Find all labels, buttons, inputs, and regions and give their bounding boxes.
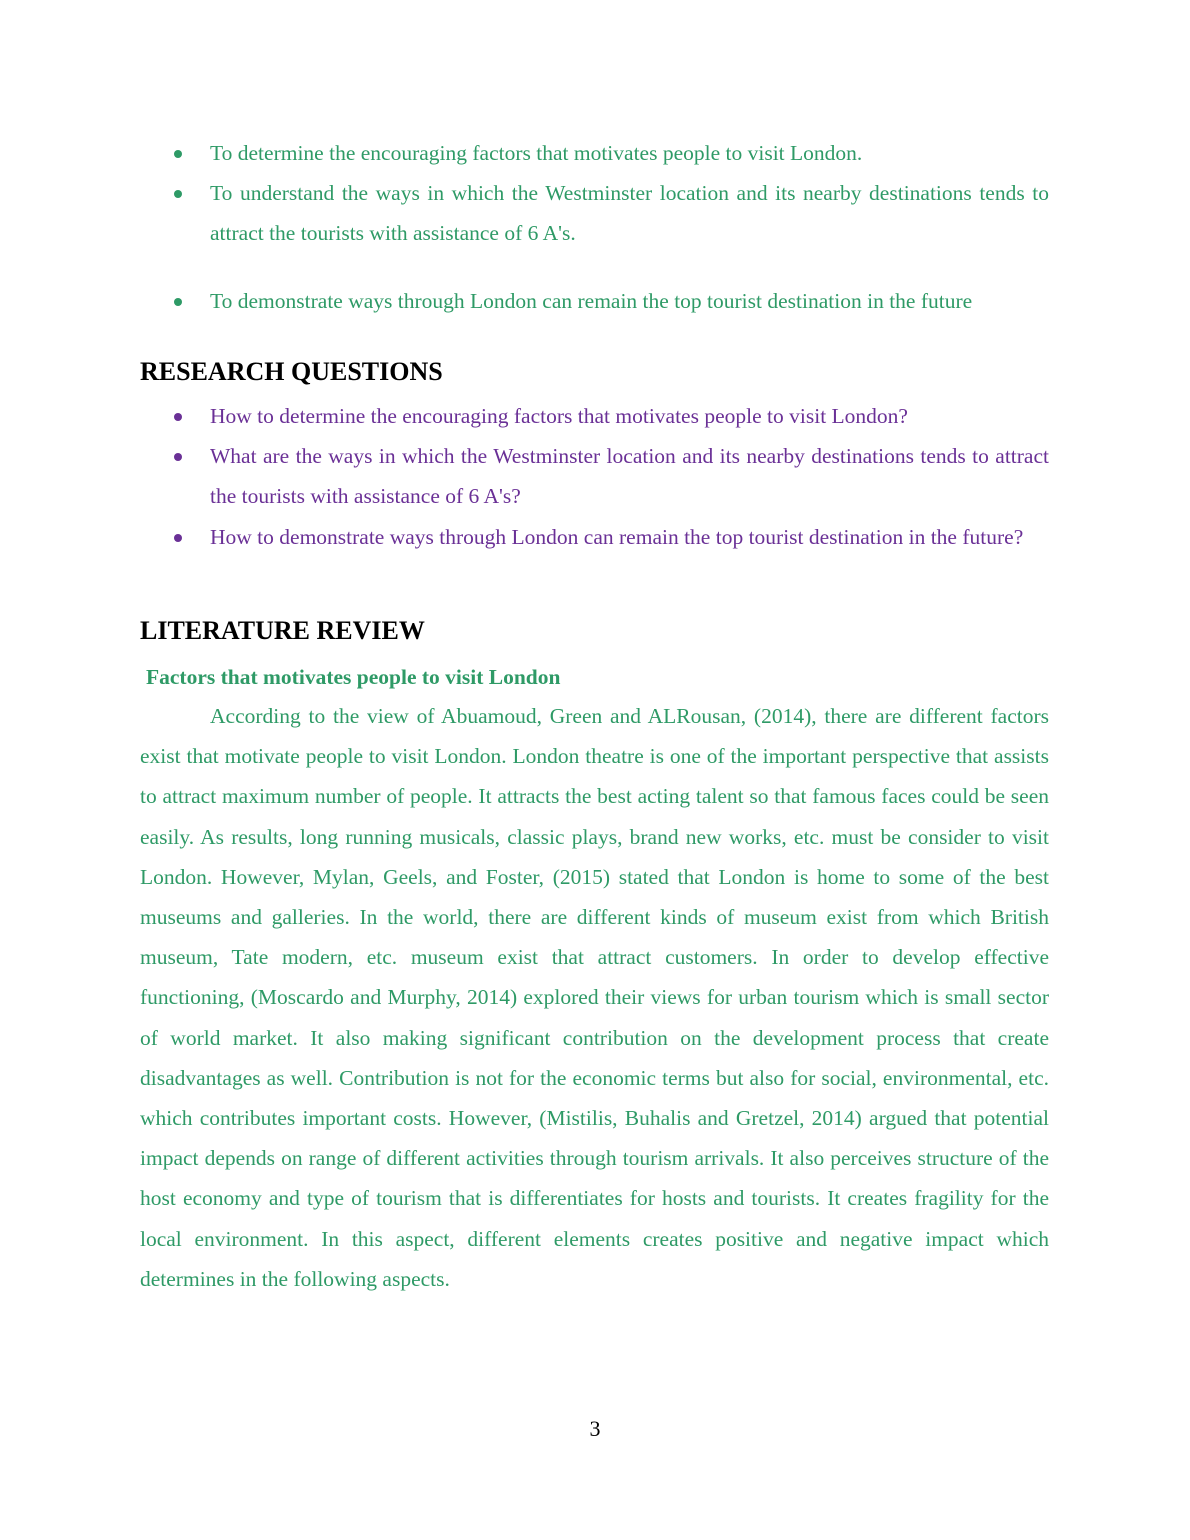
- objectives-list: [140, 133, 1049, 321]
- research-question-text: What are the ways in which the Westminster location and its nearby destinations tends to attract the tourists with assistance of 6 A's?: [210, 444, 1049, 509]
- bullet-icon: [174, 150, 182, 158]
- objective-item: [140, 281, 1049, 321]
- objective-item: [140, 133, 1049, 173]
- research-questions-list: [140, 396, 1049, 557]
- literature-review-heading: LITERATURE REVIEW: [140, 616, 425, 645]
- research-question-text: How to determine the encouraging factors that motivates people to visit London?: [210, 404, 908, 428]
- bullet-icon: [174, 298, 182, 306]
- research-question-item: [140, 517, 1049, 557]
- bullet-icon: [174, 190, 182, 198]
- research-question-text: How to demonstrate ways through London can remain the top tourist destination in the future?: [210, 524, 1024, 549]
- research-question-item: [140, 396, 1049, 436]
- research-questions-heading: RESEARCH QUESTIONS: [140, 357, 443, 386]
- literature-review-subheading: Factors that motivates people to visit London: [146, 665, 561, 689]
- bullet-icon: [174, 413, 182, 421]
- research-question-item: [140, 436, 1049, 516]
- literature-review-paragraph: According to the view of Abuamoud, Green and ALRousan, (2014), there are different factors exist that motivate people to visit London. London theatre is one of the important perspective that assists to attract maximum number of people. It attracts the best acting talent so that famous faces could be seen easily. As results, long running musicals, classic plays, brand new works, etc. must be consider to visit London. However, Mylan, Geels, and Foster, (2015) stated that London is home to some of the best museums and galleries. In the world, there are different kinds of museum exist from which British museum, Tate modern, etc. museum exist that attract customers. In order to develop effective functioning, (Moscardo and Murphy, 2014) explored their views for urban tourism which is small sector of world market. It also making significant contribution on the development process that create disadvantages as well. Contribution is not for the economic terms but also for social, environmental, etc. which contributes important costs. However, (Mistilis, Buhalis and Gretzel, 2014) argued that potential impact depends on range of different activities through tourism arrivals. It also perceives structure of the host economy and type of tourism that is differentiates for hosts and tourists. It creates fragility for the local environment. In this aspect, different elements creates positive and negative impact which determines in the following aspects.: [140, 704, 1049, 1291]
- objective-item: [140, 173, 1049, 253]
- bullet-icon: [174, 453, 182, 461]
- page-number: 3: [589, 1416, 601, 1441]
- objective-text: To understand the ways in which the Westminster location and its nearby destinations tends to attract the tourists with assistance of 6 A's.: [210, 181, 1049, 246]
- objective-text: To demonstrate ways through London can remain the top tourist destination in the future: [210, 288, 973, 313]
- bullet-icon: [174, 534, 182, 542]
- objective-text: To determine the encouraging factors that motivates people to visit London.: [210, 141, 863, 165]
